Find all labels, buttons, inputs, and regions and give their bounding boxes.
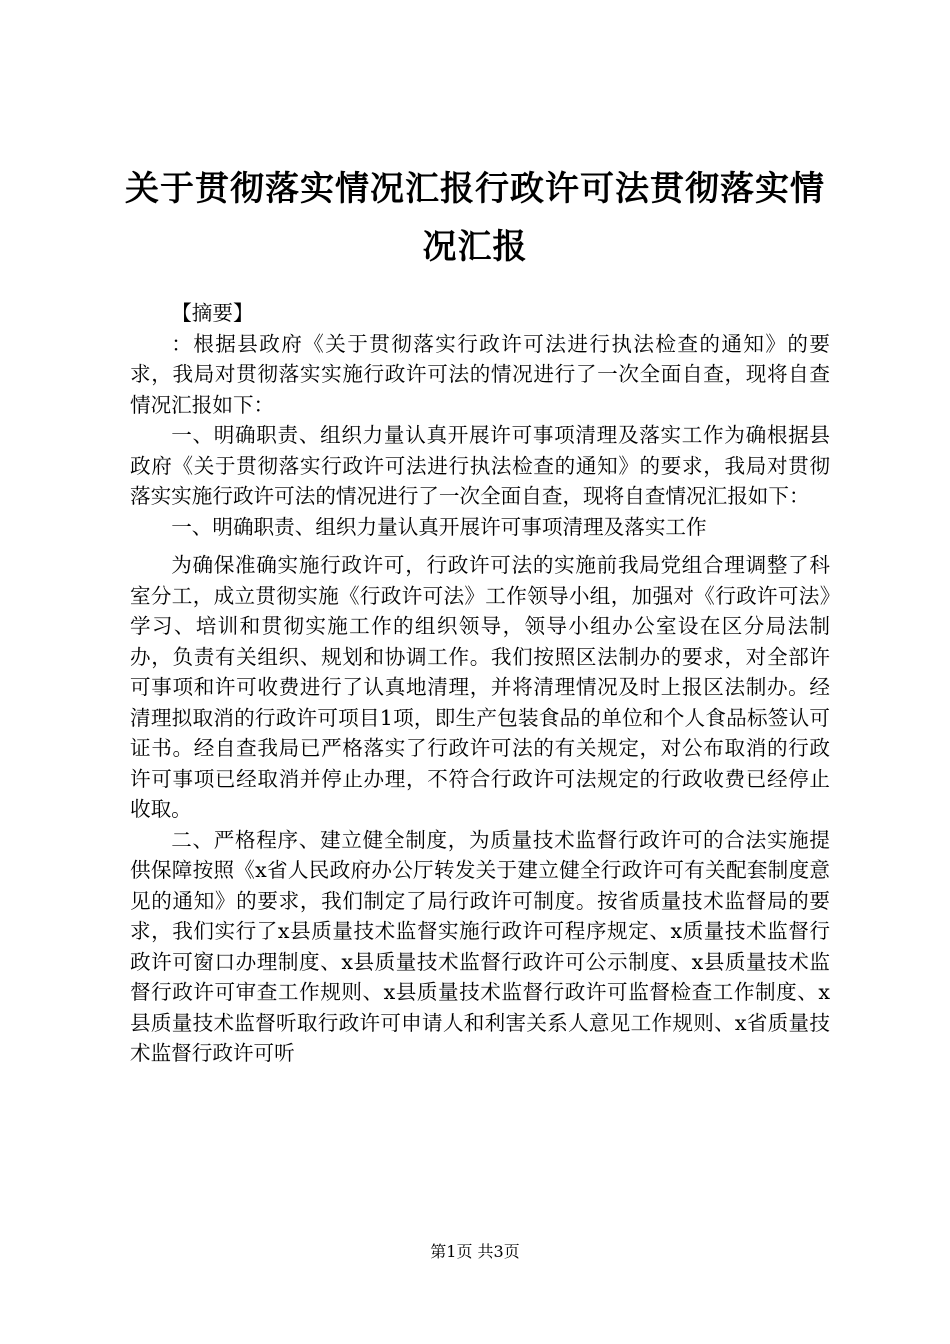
paragraph: 为确保准确实施行政许可，行政许可法的实施前我局党组合理调整了科室分工，成立贯彻实施《行政许可法》工作领导小组，加强对《行政许可法》学习、培训和贯彻实施工作的组织领导，领导小组办公室设在区分局法制办，负责有关组织、规划和协调工作。我们按照区法制办的要求，对全部许可事项和许可收费进行了认真地清理，并将清理情况及时上报区法制办。经清理拟取消的行政许可项目1项，即生产包装食品的单位和个人食品标签认可证书。经自查我局已严格落实了行政许可法的有关规定，对公布取消的行政许可事项已经取消并停止办理，不符合行政许可法规定的行政收费已经停止收取。 <box>130 553 830 821</box>
abstract-heading: 【摘要】 <box>171 301 254 325</box>
paragraph: ：根据县政府《关于贯彻落实行政许可法进行执法检查的通知》的要求，我局对贯彻落实实施行政许可法的情况进行了一次全面自查，现将自查情况汇报如下： <box>130 331 830 417</box>
page-footer: 第1页 共3页 <box>430 1242 520 1261</box>
paragraph: 一、明确职责、组织力量认真开展许可事项清理及落实工作为确根据县政府《关于贯彻落实行政许可法进行执法检查的通知》的要求，我局对贯彻落实实施行政许可法的情况进行了一次全面自查，现将自查情况汇报如下： <box>130 423 830 508</box>
paragraph: 一、明确职责、组织力量认真开展许可事项清理及落实工作 <box>171 514 707 539</box>
document-body <box>130 298 830 1069</box>
document-title: 关于贯彻落实情况汇报行政许可法贯彻落实情况汇报 <box>125 169 825 267</box>
paragraph: 二、严格程序、建立健全制度，为质量技术监督行政许可的合法实施提供保障按照《x省人民政府办公厅转发关于建立健全行政许可有关配套制度意见的通知》的要求，我们制定了局行政许可制度。按省质量技术监督局的要求，我们实行了x县质量技术监督实施行政许可程序规定、x质量技术监督行政许可窗口办理制度、x县质量技术监督行政许可公示制度、x县质量技术监督行政许可审查工作规则、x县质量技术监督行政许可监督检查工作制度、x县质量技术监督听取行政许可申请人和利害关系人意见工作规则、x省质量技术监督行政许可听 <box>130 827 830 1065</box>
